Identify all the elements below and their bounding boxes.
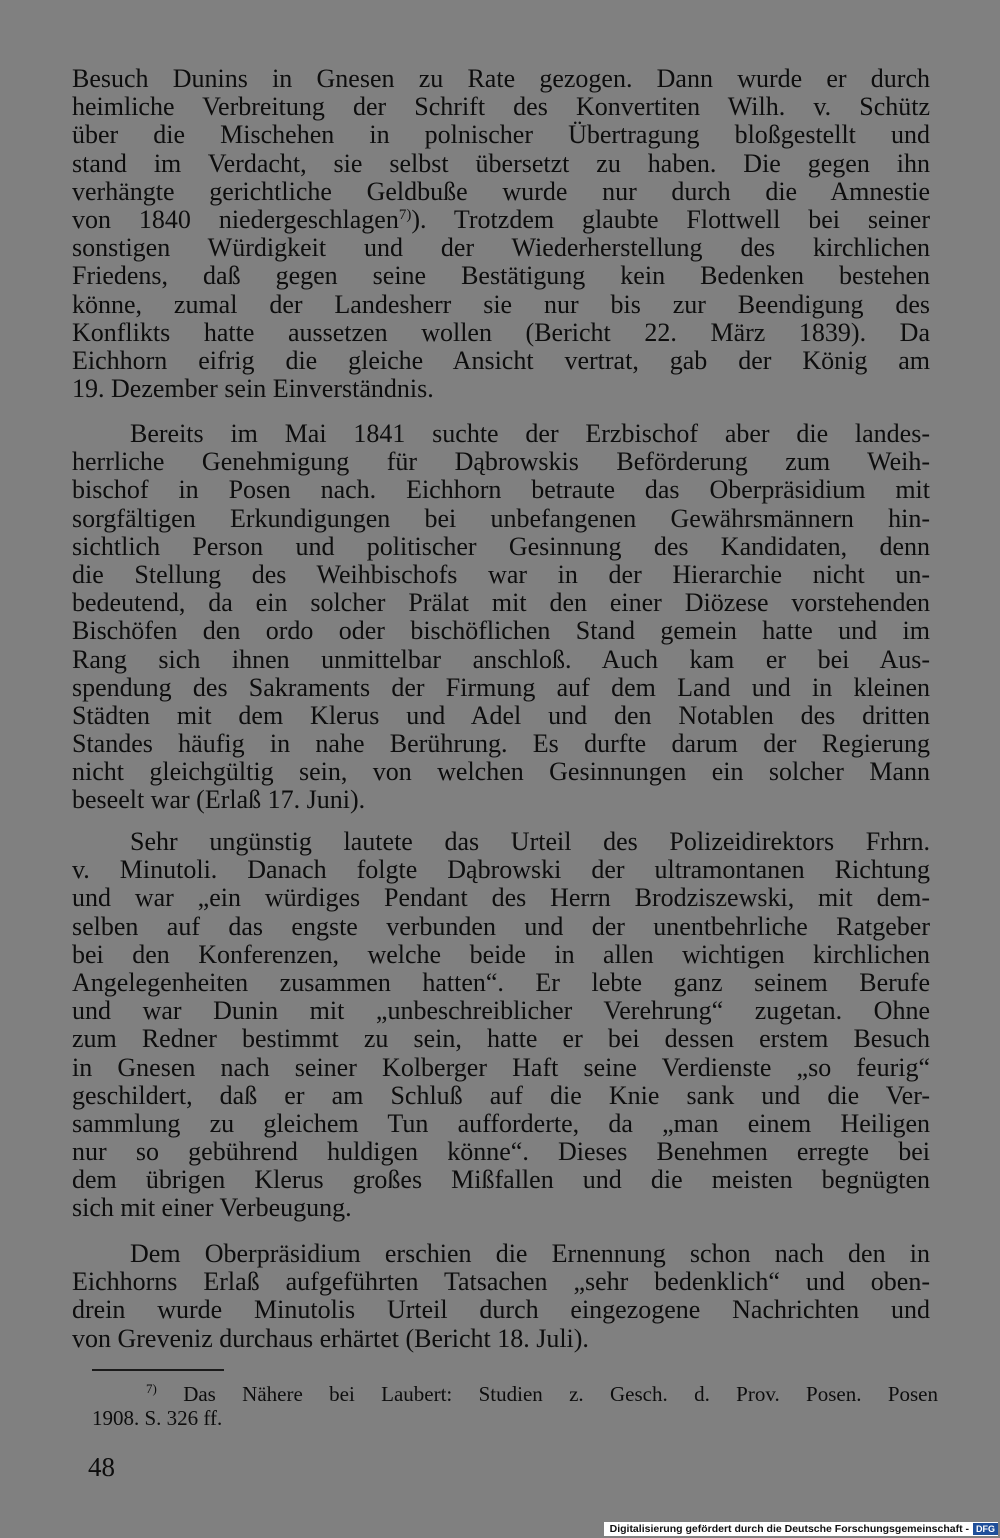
- text-line: Standes häufig in nahe Berührung. Es durfte darum der Regierung: [72, 729, 930, 759]
- dfg-logo: DFG: [973, 1523, 998, 1535]
- footnote-separator: [92, 1369, 224, 1371]
- text-line: beseelt war (Erlaß 17. Juni).: [72, 785, 366, 815]
- text-line: und war „ein würdiges Pendant des Herrn Brodziszewski, mit dem-: [72, 883, 930, 913]
- text-line: nicht gleichgültig sein, von welchen Gesinnungen ein solcher Mann: [72, 757, 930, 787]
- text-line: Dem Oberpräsidium erschien die Ernennung schon nach den in: [130, 1239, 930, 1268]
- text-line: über die Mischehen in polnischer Übertragung bloßgestellt und: [72, 120, 930, 150]
- paragraph: [72, 420, 930, 815]
- page-number: 48: [88, 1452, 115, 1482]
- digitization-credit: [604, 1522, 998, 1536]
- text-line: in Gnesen nach seiner Kolberger Haft seine Verdienste „so feurig“: [72, 1052, 930, 1082]
- footnote-line-1: $^{7)}$ Das Nähere bei Laubert: Studien z. Gesch. d. Prov. Posen. Posen: [146, 1381, 938, 1406]
- text-line: Sehr ungünstig lautete das Urteil des Polizeidirektors Frhrn.: [130, 827, 930, 856]
- footnote-line-2: 1908. S. 326 ff.: [92, 1406, 223, 1430]
- text-line: zum Redner bestimmt zu sein, hatte er bei dessen erstem Besuch: [72, 1024, 930, 1054]
- text-line: Eichhorns Erlaß aufgeführten Tatsachen „sehr bedenklich“ und oben-: [72, 1267, 930, 1297]
- text-line: Eichhorn eifrig die gleiche Ansicht vertrat, gab der König am: [72, 345, 930, 375]
- paragraph: [72, 65, 930, 403]
- text-line: verhängte gerichtliche Geldbuße wurde nur durch die Amnestie: [72, 176, 930, 206]
- text-line: Friedens, daß gegen seine Bestätigung kein Bedenken bestehen: [72, 261, 930, 291]
- text-line: sammlung zu gleichem Tun aufforderte, da „man einem Heiligen: [72, 1108, 930, 1138]
- text-line: Besuch Dunins in Gnesen zu Rate gezogen. Dann wurde er durch: [72, 64, 930, 93]
- footnote-marker: 7): [146, 1381, 157, 1396]
- text-line: bischof in Posen nach. Eichhorn betraute das Oberpräsidium mit: [72, 475, 930, 505]
- text-line: geschildert, daß er am Schluß auf die Knie sank und die Ver-: [72, 1080, 930, 1110]
- text-line: v. Minutoli. Danach folgte Dąbrowski der ultramontanen Richtung: [72, 855, 930, 885]
- text-line: 19. Dezember sein Einverständnis.: [72, 374, 434, 404]
- text-line: Angelegenheiten zusammen hatten“. Er lebte ganz seinem Berufe: [72, 967, 930, 997]
- text-line: spendung des Sakraments der Firmung auf dem Land und in kleinen: [72, 672, 930, 702]
- text-line: Rang sich ihnen unmittelbar anschloß. Auch kam er bei Aus-: [72, 644, 930, 674]
- text-line: von 1840 niedergeschlagen$^{7)}$). Trotzdem glaubte Flottwell bei seiner: [72, 204, 931, 234]
- text-line: dem übrigen Klerus großes Mißfallen und die meisten begnügten: [72, 1165, 930, 1195]
- text-line: könne, zumal der Landesherr sie nur bis zur Beendigung des: [72, 289, 930, 319]
- text-line: heimliche Verbreitung der Schrift des Konvertiten Wilh. v. Schütz: [72, 92, 930, 122]
- text-line: und war Dunin mit „unbeschreiblicher Verehrung“ zugetan. Ohne: [72, 996, 930, 1026]
- text-line: Bereits im Mai 1841 suchte der Erzbischof aber die landes-: [130, 419, 930, 448]
- text-line: bedeutend, da ein solcher Prälat mit den einer Diözese vorstehenden: [72, 588, 930, 618]
- text-line: herrliche Genehmigung für Dąbrowskis Beförderung zum Weih-: [72, 447, 930, 477]
- text-line: sich mit einer Verbeugung.: [72, 1193, 352, 1223]
- text-line: von Greveniz durchaus erhärtet (Bericht 18. Juli).: [72, 1323, 589, 1353]
- text-line: Städten mit dem Klerus und Adel und den Notablen des dritten: [72, 700, 930, 730]
- text-line: drein wurde Minutolis Urteil durch eingezogene Nachrichten und: [72, 1295, 930, 1325]
- text-line: Konflikts hatte aussetzen wollen (Bericht 22. März 1839). Da: [72, 317, 930, 347]
- paragraph: [72, 1240, 930, 1353]
- credit-text: Digitalisierung gefördert durch die Deutsche Forschungsgemeinschaft -: [609, 1523, 969, 1535]
- text-line: Bischöfen den ordo oder bischöflichen Stand gemein hatte und im: [72, 616, 930, 646]
- text-line: die Stellung des Weihbischofs war in der Hierarchie nicht un-: [72, 559, 930, 589]
- text-line: selben auf das engste verbunden und der unentbehrliche Ratgeber: [72, 911, 930, 941]
- text-line: bei den Konferenzen, welche beide in allen wichtigen kirchlichen: [72, 939, 930, 969]
- footnote: [92, 1382, 938, 1430]
- text-line: sonstigen Würdigkeit und der Wiederherstellung des kirchlichen: [72, 233, 930, 263]
- paragraph: [72, 828, 930, 1223]
- text-line: nur so gebührend huldigen könne“. Dieses Benehmen erregte bei: [72, 1137, 930, 1167]
- footnote-reference: 7): [398, 206, 412, 223]
- text-line: stand im Verdacht, sie selbst übersetzt zu haben. Die gegen ihn: [72, 148, 930, 178]
- text-line: sichtlich Person und politischer Gesinnung des Kandidaten, denn: [72, 531, 930, 561]
- text-line: sorgfältigen Erkundigungen bei unbefangenen Gewährsmännern hin-: [72, 503, 930, 533]
